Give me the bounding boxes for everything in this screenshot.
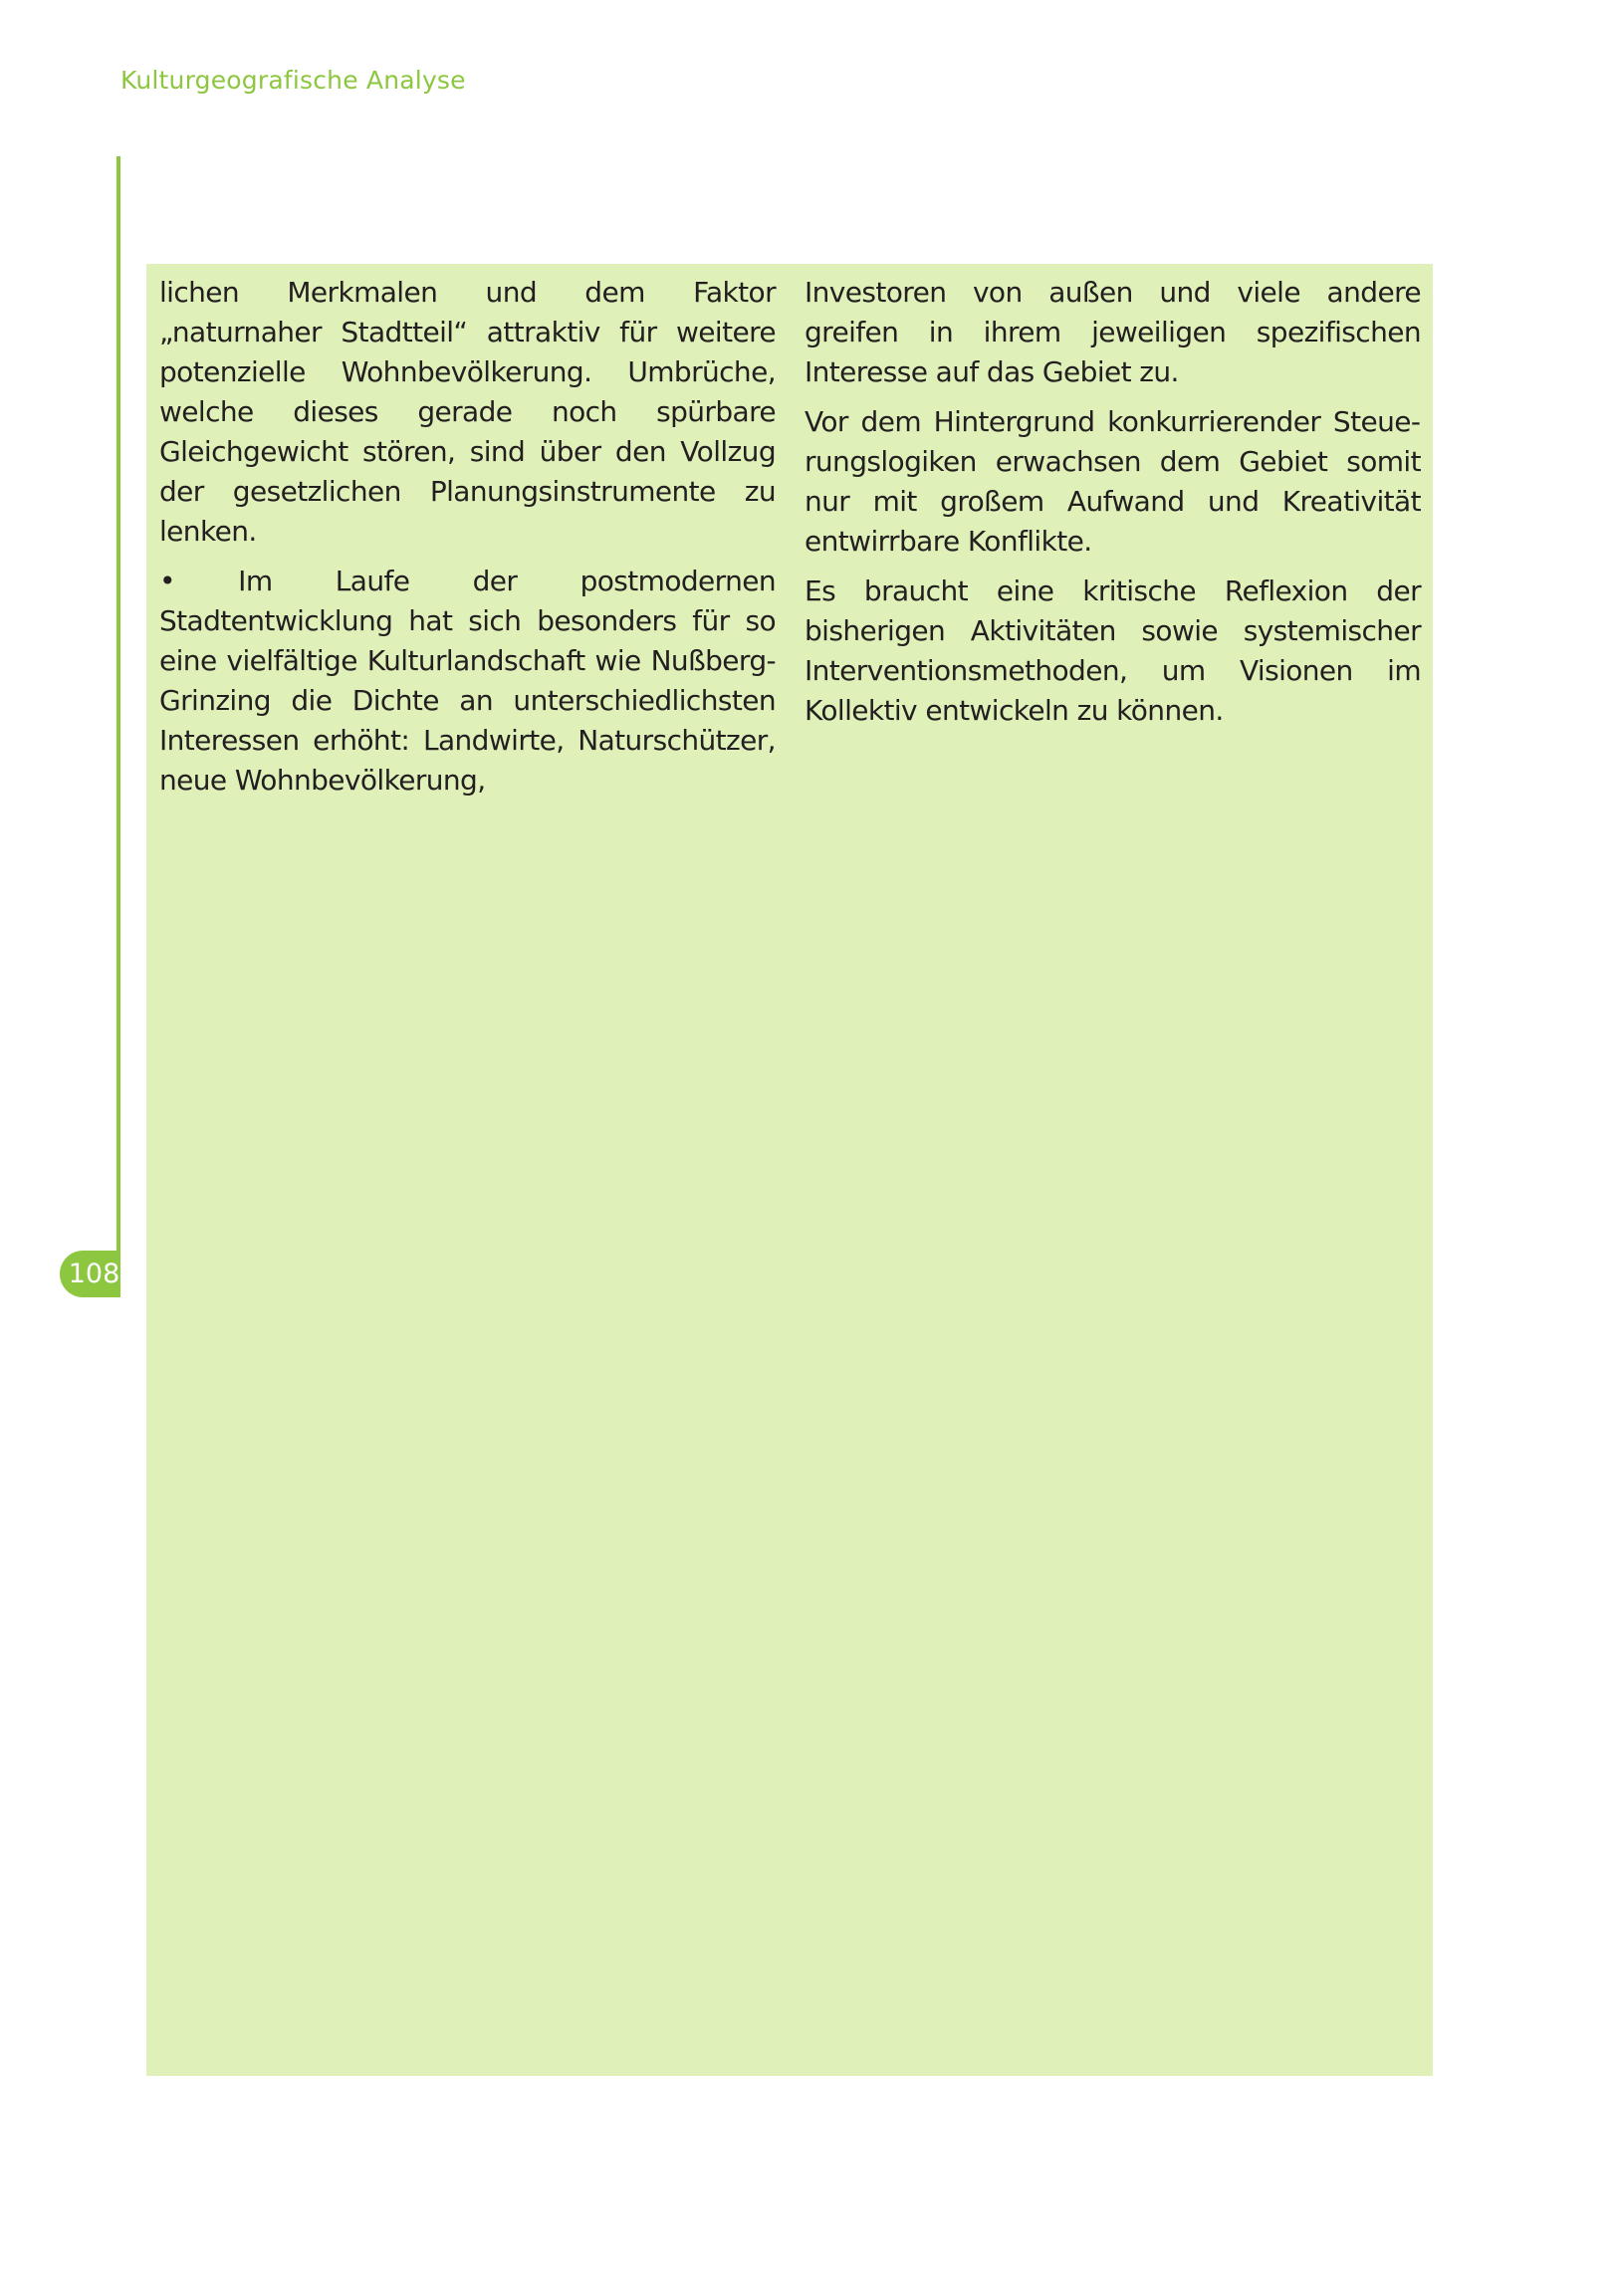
text-panel xyxy=(146,264,1433,2076)
right-column xyxy=(805,273,1421,741)
margin-rule xyxy=(116,156,120,1297)
running-header: Kulturgeografische Analyse xyxy=(120,66,466,95)
left-column xyxy=(159,273,776,810)
paragraph: lichen Merkmalen und dem Faktor „naturnaher Stadtteil“ attraktiv für weitere potenzielle Wohnbevölkerung. Umbrüche, welche dieses gerade noch spürbare Gleichgewicht stören, sind über den Vollzug der gesetzlichen Planungsinstrumente zu lenken. xyxy=(159,276,776,548)
page-number: 108 xyxy=(60,1251,120,1297)
paragraph: Es braucht eine kritische Reflexion der bisherigen Aktivitäten sowie systemischer Interventionsmethoden, um Visionen im Kollektiv entwickeln zu können. xyxy=(805,574,1421,727)
paragraph: Vor dem Hintergrund konkurrierender Steuerungslogiken erwachsen dem Gebiet somit nur mit großem Aufwand und Kreativität entwirrbare Konflikte. xyxy=(805,405,1421,558)
paragraph: Investoren von außen und viele andere greifen in ihrem jeweiligen spezifischen Interesse auf das Gebiet zu. xyxy=(805,276,1421,388)
bullet-paragraph: • Im Laufe der postmodernen Stadtentwicklung hat sich besonders für so eine vielfältige Kulturlandschaft wie Nußberg-Grinzing die Dichte an unterschiedlichsten Interessen erhöht: Landwirte, Naturschützer, neue Wohnbevölkerung, xyxy=(159,565,776,797)
